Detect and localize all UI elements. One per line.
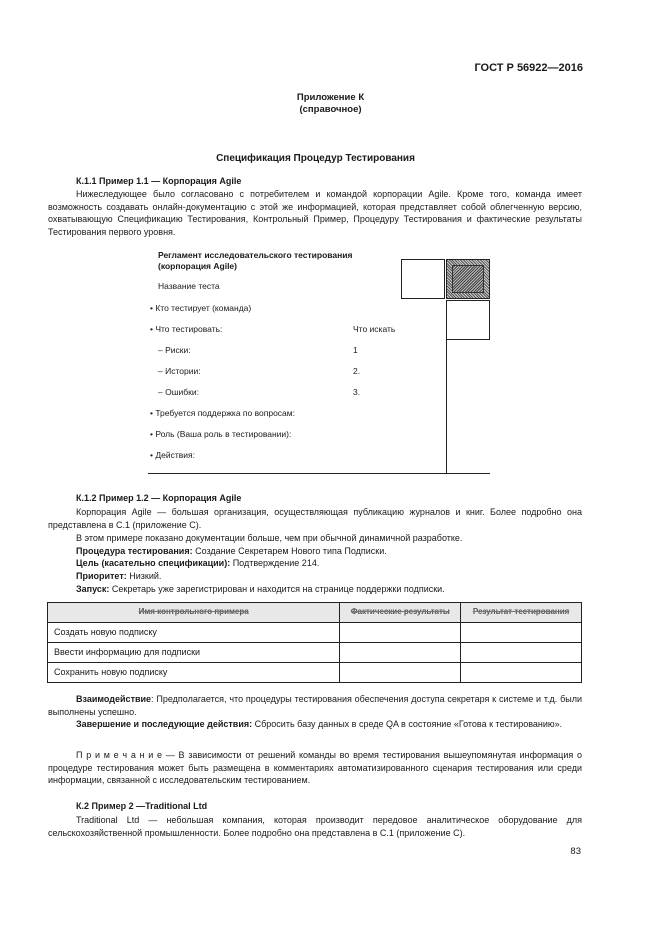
note-paragraph [48, 749, 582, 787]
table-header-row [48, 603, 582, 623]
form-risks-number: 1 [353, 345, 358, 355]
form-bugs-number: 3. [353, 387, 361, 397]
completion-paragraph [48, 718, 582, 731]
section-heading-k12: К.1.2 Пример 1.2 — Корпорация Agile [76, 493, 242, 503]
interaction-value: : Предполагается, что процедуры тестирования обеспечения доступа секретаря к системе и т.д. были выполнены успешно. [48, 694, 582, 717]
form-empty-box-lower [446, 300, 490, 340]
table-cell [461, 643, 582, 663]
priority-label: Приоритет: [76, 571, 127, 581]
goal-line [76, 557, 319, 570]
paragraph-k12-intro: Корпорация Agile — большая организация, осуществляющая публикацию журналов и книг. Более подробно она представлена в С.1 (приложение С). [48, 507, 582, 530]
form-what: • Что тестировать: [150, 324, 223, 334]
priority-value: Низкий. [126, 571, 162, 581]
form-risks: – Риски: [158, 345, 191, 355]
form-support: • Требуется поддержка по вопросам: [150, 408, 295, 418]
table-row [48, 663, 582, 683]
section-heading-k2: К.2 Пример 2 —Traditional Ltd [76, 801, 208, 811]
form-title [158, 250, 352, 272]
table-cell [340, 663, 461, 683]
form-role: • Роль (Ваша роль в тестировании): [150, 429, 292, 439]
table-cell [340, 623, 461, 643]
form-stories: – Истории: [158, 366, 201, 376]
column-header: Фактические результаты [340, 603, 461, 623]
note-label: П р и м е ч а н и е [76, 750, 163, 760]
column-header: Имя контрольного примера [48, 603, 340, 623]
paragraph-k2: Traditional Ltd — небольшая компания, которая производит передовое аналитическое оборудование для сельскохозяйственной промышленности. Более подробно она представлена в С.1 (приложение С). [48, 815, 582, 838]
completion-label: Завершение и последующие действия: [76, 719, 253, 729]
table-cell [340, 643, 461, 663]
table-cell: Создать новую подписку [48, 623, 340, 643]
interaction-label: Взаимодействие [76, 694, 152, 704]
interaction-paragraph [48, 693, 582, 718]
form-actions: • Действия: [150, 450, 195, 460]
test-procedure-line [76, 545, 387, 558]
paragraph-k11: Нижеследующее было согласовано с потребителем и командой корпорации Agile. Кроме того, команда имеет возможность создавать онлайн-документацию с этой же информацией, которая представляет собой облегченную версию, охватывающую Спецификацию Тестирования, Контрольный Пример, Процедуру Тестирования и фактические результаты Тестирования первого уровня. [48, 189, 582, 237]
table-row [48, 623, 582, 643]
test-procedure-label: Процедура тестирования: [76, 546, 193, 556]
form-vertical-rule [446, 338, 447, 474]
form-who: • Кто тестирует (команда) [150, 303, 252, 313]
form-bugs: – Ошибки: [158, 387, 199, 397]
form-title-line1: Регламент исследовательского тестирования [158, 250, 353, 260]
form-stories-number: 2. [353, 366, 361, 376]
form-pattern-box [446, 259, 490, 299]
note-value: — В зависимости от решений команды во время тестирования вышеупомянутая информация о процедуре тестирования может быть размещена в комментариях автоматизированного сценария тестирования или среди информации, связанной с исследовательским тестированием. [48, 750, 582, 785]
paragraph-k12-note: В этом примере показано документации больше, чем при обычной динамичной разработке. [76, 533, 463, 543]
start-line [76, 583, 445, 596]
annex-heading [0, 92, 661, 116]
test-procedure-value: Создание Секретарем Нового типа Подписки. [192, 546, 387, 556]
table-cell [461, 623, 582, 643]
table-cell: Сохранить новую подписку [48, 663, 340, 683]
section-heading-k11: К.1.1 Пример 1.1 — Корпорация Agile [76, 176, 242, 186]
test-cases-table [47, 602, 582, 683]
completion-value: Сбросить базу данных в среде QA в состояние «Готова к тестированию». [252, 719, 563, 729]
column-header: Результат тестирования [461, 603, 582, 623]
goal-value: Подтверждение 214. [230, 558, 320, 568]
page-title: Спецификация Процедур Тестирования [216, 153, 415, 164]
goal-label: Цель (касательно спецификации): [76, 558, 231, 568]
priority-line [76, 570, 161, 583]
table-cell [461, 663, 582, 683]
form-what-column: Что искать [353, 324, 396, 334]
page-number: 83 [570, 846, 581, 857]
table-row [48, 643, 582, 663]
table-cell: Ввести информацию для подписки [48, 643, 340, 663]
form-title-line2: (корпорация Agile) [158, 261, 237, 271]
annex-title: Приложение К [296, 92, 365, 103]
standard-number: ГОСТ Р 56922—2016 [474, 62, 583, 74]
start-label: Запуск: [76, 584, 110, 594]
form-empty-box [401, 259, 445, 299]
form-test-name: Название теста [158, 281, 220, 291]
form-bottom-rule [148, 473, 490, 474]
annex-subtitle: (справочное) [299, 104, 362, 115]
start-value: Секретарь уже зарегистрирован и находится на странице поддержки подписки. [109, 584, 445, 594]
